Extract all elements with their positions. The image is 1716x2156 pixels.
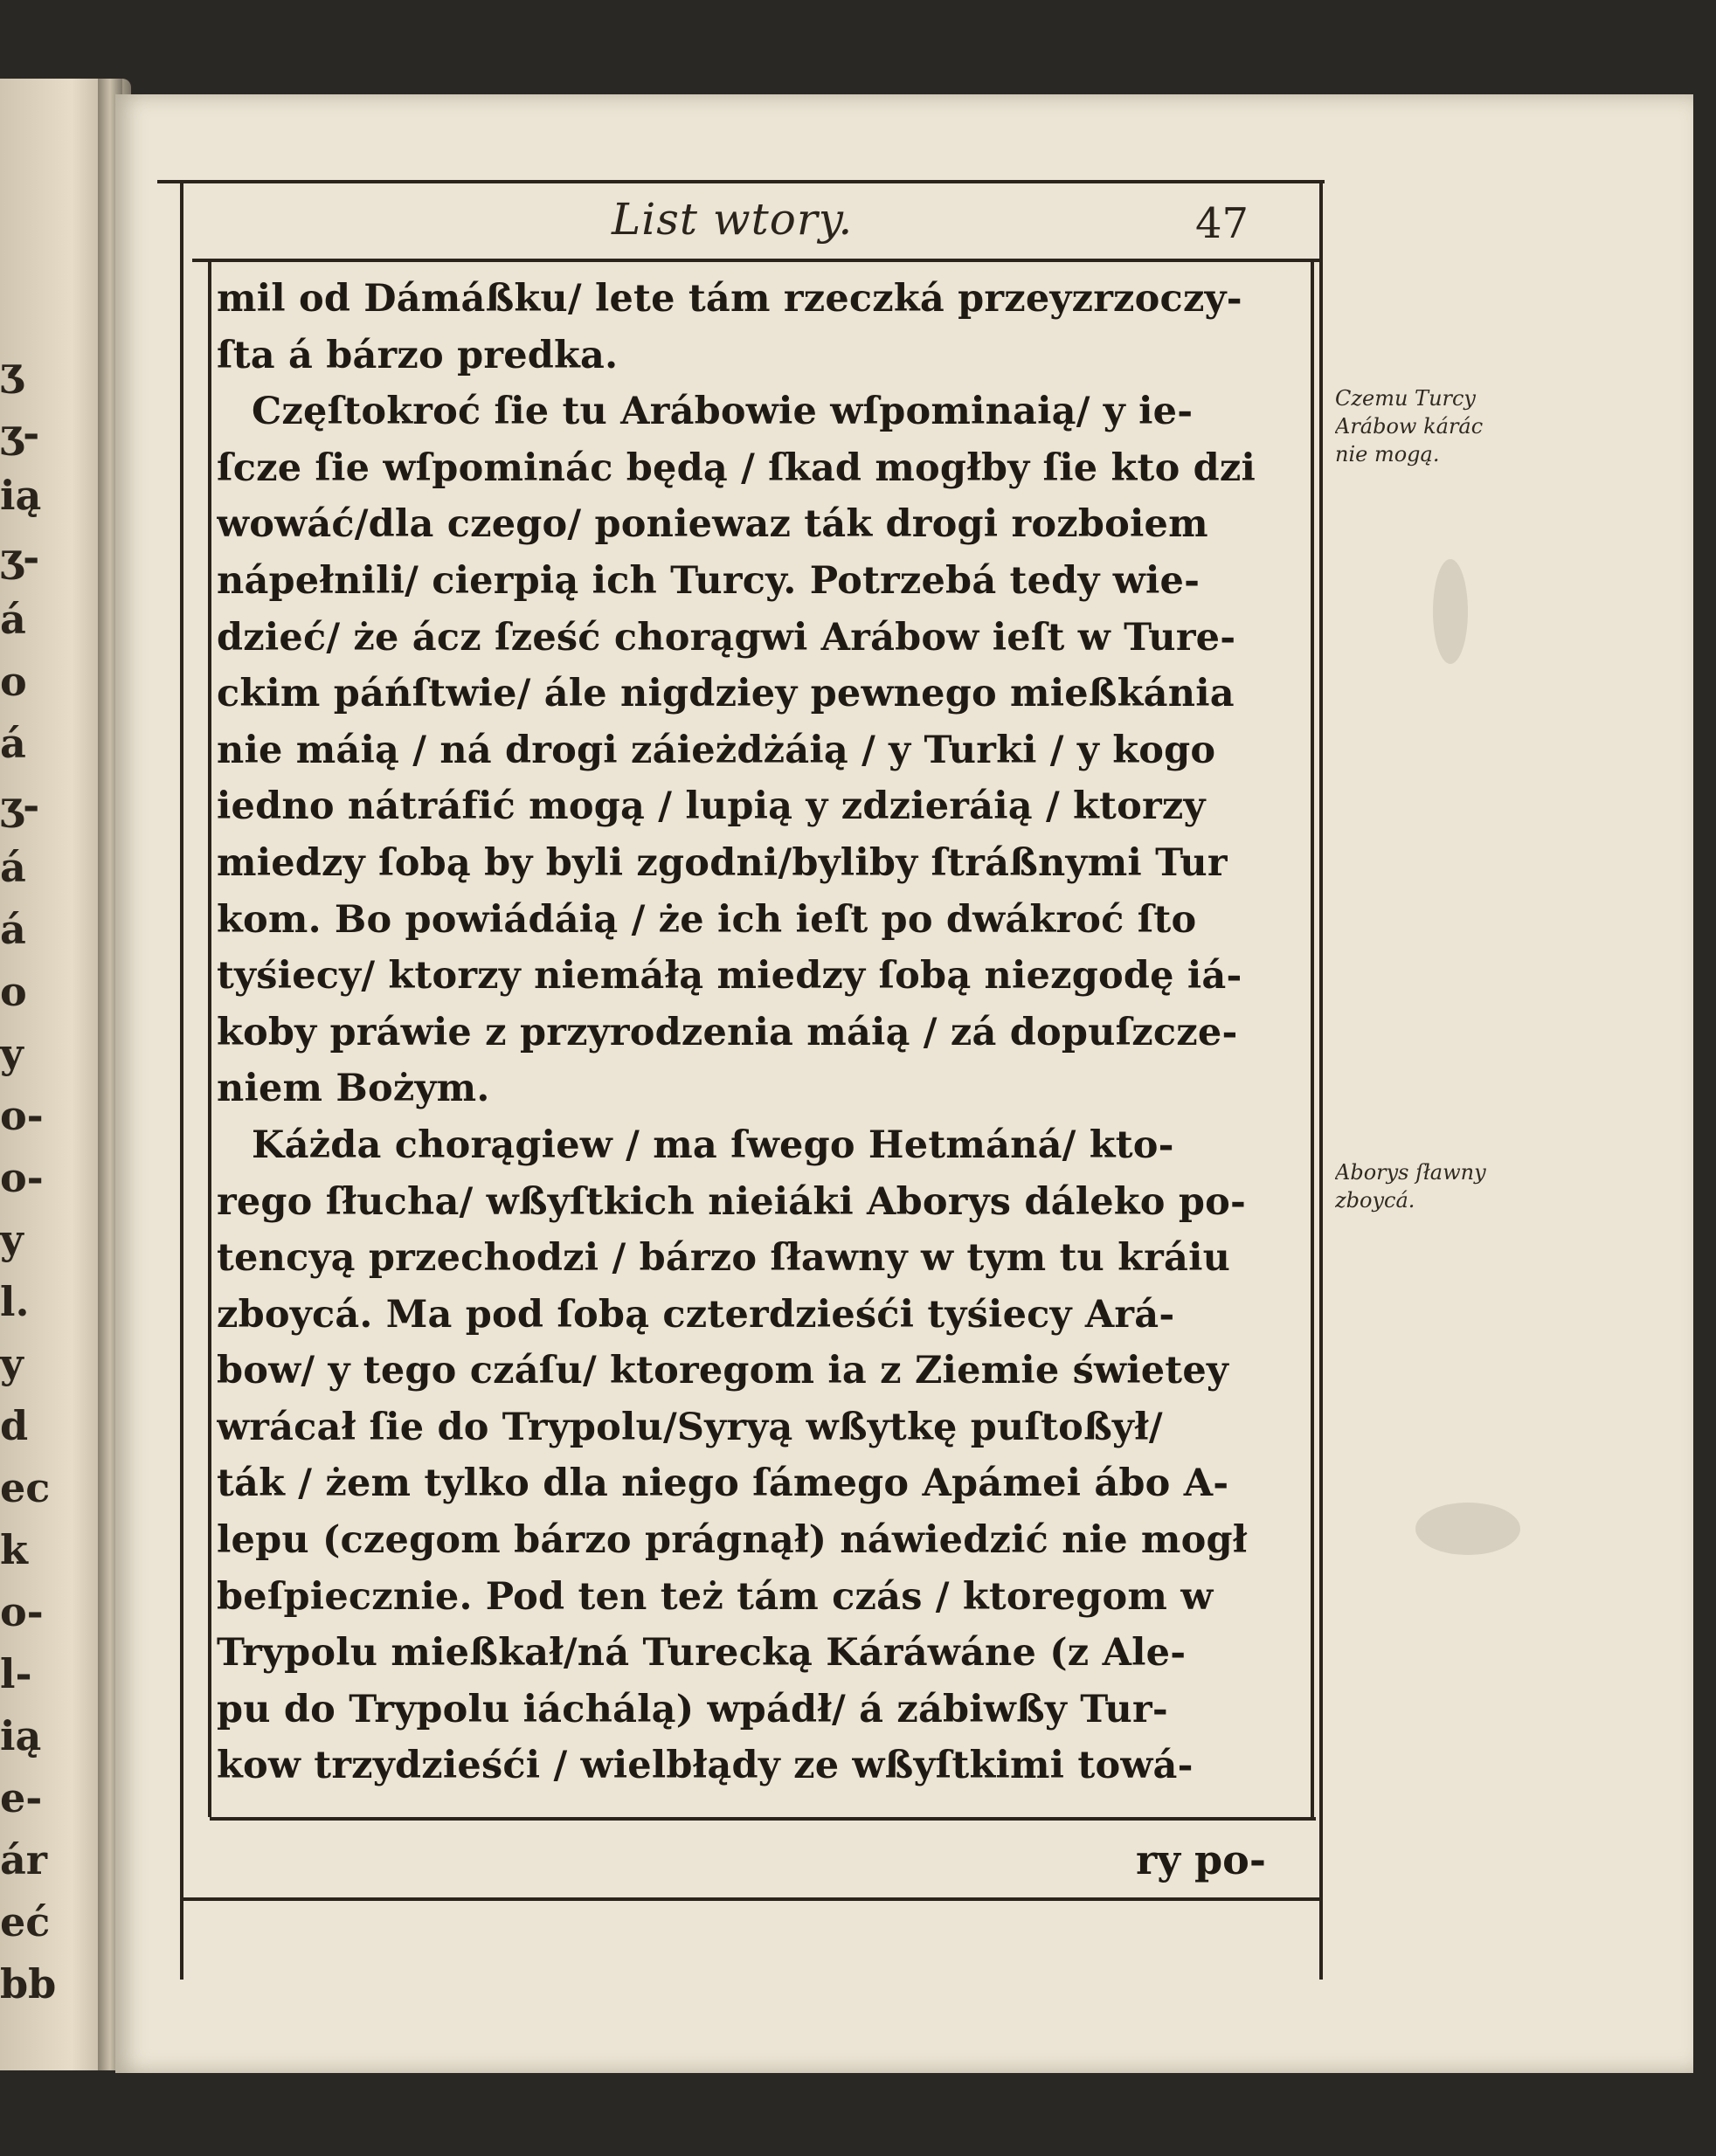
facing-page-fragment: á (0, 844, 26, 891)
facing-page-fragment: ʒ (0, 348, 24, 395)
facing-page-fragment: ár (0, 1836, 48, 1883)
bottom-text-rule (210, 1817, 1316, 1821)
text-line: Káżda chorągiew / ma ſwego Hetmáná/ kto- (252, 1123, 1174, 1167)
text-line: ckim páńſtwie/ ále nigdziey pewnego mießkánia (217, 672, 1235, 716)
facing-page-fragment: á (0, 720, 26, 767)
text-line: Trypolu mießkał/ná Turecką Káráwáne (z Ale- (217, 1631, 1187, 1676)
text-line: ták / żem tylko dla niego ſámego Apámei ábo A- (217, 1462, 1229, 1506)
text-line: pu do Trypolu iáchálą) wpádł/ á zábiwßy Tur- (217, 1687, 1168, 1731)
facing-page-fragment: ʒ- (0, 410, 40, 457)
page-number: 47 (1195, 199, 1249, 248)
facing-page-fragment: y (0, 1216, 24, 1263)
catchword: ry po- (1136, 1836, 1266, 1883)
facing-page-fragment: l- (0, 1650, 32, 1697)
text-line: tencyą przechodzi / bárzo ſławny w tym tu kráiu (217, 1236, 1231, 1281)
left-outer-rule (180, 180, 183, 1980)
facing-page-fragment: y (0, 1030, 24, 1077)
body-text (217, 271, 1300, 1794)
facing-page-text-fragments (0, 341, 57, 2015)
text-line: nápełnili/ cierpią ich Turcy. Potrzebá tedy wie- (217, 558, 1201, 603)
text-line: kom. Bo powiádáią / że ich ieſt po dwákroć ſto (217, 897, 1197, 942)
text-line: wrácał ſie do Trypolu/Syryą wßytkę puſtoßył/ (217, 1405, 1163, 1449)
text-line: bow/ y tego czáſu/ ktoregom ia z Ziemie świetey (217, 1349, 1229, 1393)
text-line: ſcze ſie wſpominác będą / ſkad mogłby ſie kto dzi (217, 446, 1256, 490)
text-line: lepu (czegom bárzo prágnął) náwiedzić nie mogł (217, 1518, 1248, 1563)
top-outer-rule (157, 180, 1325, 183)
facing-page-fragment: ec (0, 1464, 51, 1511)
marginal-line: zboycá. (1335, 1188, 1415, 1213)
facing-page-fragment: o- (0, 1588, 44, 1635)
facing-page-fragment: d (0, 1402, 29, 1449)
text-line: niem Bożym. (217, 1067, 490, 1111)
text-line: iedno nátráfić mogą / lupią y zdzieráią / ktorzy (217, 784, 1206, 829)
bottom-outer-rule (183, 1897, 1319, 1901)
text-line: zboycá. Ma pod ſobą czterdzieśći tyśiecy Ará- (217, 1292, 1175, 1337)
facing-page-fragment: eć (0, 1898, 51, 1945)
text-line: miedzy ſobą by byli zgodni/byliby ſtráßnymi Tur (217, 840, 1228, 885)
marginal-line: Arábow kárác (1335, 414, 1484, 439)
facing-page-fragment: ią (0, 1712, 42, 1759)
facing-page-fragment: k (0, 1526, 28, 1573)
marginal-line: nie mogą. (1335, 442, 1440, 466)
text-line: tyśiecy/ ktorzy niemáłą miedzy ſobą niezgodę iá- (217, 954, 1242, 999)
facing-page-fragment: o- (0, 1154, 44, 1201)
facing-page-fragment: o- (0, 1092, 44, 1139)
facing-page-fragment: á (0, 906, 26, 953)
facing-page-fragment: e- (0, 1774, 43, 1821)
text-line: dzieć/ że ácz ſześć chorągwi Arábow ieſt w Ture- (217, 615, 1236, 660)
marginal-note-turcy (1335, 384, 1553, 468)
marginal-line: Aborys ſławny (1335, 1160, 1486, 1185)
facing-page-fragment: y (0, 1340, 24, 1387)
facing-page-fragment: ią (0, 472, 42, 519)
text-line: nie máią / ná drogi záieżdżáią / y Turki / y kogo (217, 728, 1216, 772)
marginal-line: Czemu Turcy (1335, 386, 1476, 411)
facing-page-fragment: ʒ- (0, 534, 40, 581)
text-line: koby práwie z przyrodzenia máią / zá dopuſzcze- (217, 1010, 1238, 1054)
text-line: mil od Dámáßku/ lete tám rzeczká przeyzrzoczy- (217, 277, 1242, 321)
text-line: kow trzydzieśći / wielbłądy ze wßyſtkimi towá- (217, 1744, 1194, 1788)
paper-stain (1433, 559, 1468, 664)
facing-page-fragment: o (0, 968, 27, 1015)
text-line: rego ſłucha/ wßyſtkich nieiáki Aborys dáleko po- (217, 1179, 1247, 1224)
facing-page-fragment: l. (0, 1278, 30, 1325)
facing-page-fragment: á (0, 596, 26, 643)
facing-page-fragment: ʒ- (0, 782, 40, 829)
running-head: List wtory. (612, 194, 854, 245)
facing-page-fragment: o (0, 658, 27, 705)
marginal-note-aborys (1335, 1158, 1553, 1214)
right-outer-rule (1319, 180, 1323, 1980)
text-line: wowáć/dla czego/ poniewaz ták drogi rozboiem (217, 502, 1208, 547)
text-line: beſpiecznie. Pod ten też tám czás / ktoregom w (217, 1574, 1214, 1619)
paper-stain (1415, 1503, 1520, 1555)
text-line: Częſtokroć ſie tu Arábowie wſpominaią/ y ie- (252, 390, 1194, 434)
facing-page-fragment: bb (0, 1960, 57, 2007)
text-line: ſta á bárzo predka. (217, 333, 619, 377)
